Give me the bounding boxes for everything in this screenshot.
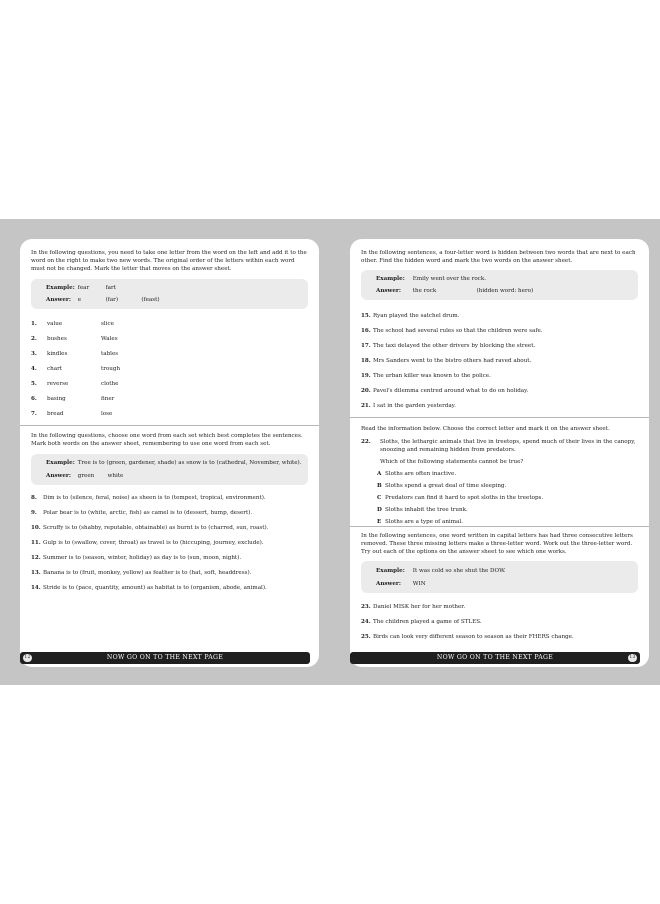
example-sentence: Tree is to (green, gardener, shade) as snow is to (cathedral, November, white). <box>77 460 302 466</box>
left-word: chart <box>47 366 62 372</box>
question-22-text: Sloths, the lethargic animals that live in treetops, spend much of their lives in the canopy, snoozing and remaining hidden from predators. <box>380 439 636 453</box>
footer-bar-left <box>20 652 310 664</box>
section-divider <box>350 417 649 418</box>
question-number: 7. <box>31 411 37 417</box>
question-number: 5. <box>31 381 37 387</box>
answer-word: WIN <box>412 581 426 587</box>
right-example-box-1 <box>361 270 638 300</box>
option-text: Sloths are a type of animal. <box>385 519 463 525</box>
answer-row <box>376 581 426 587</box>
question-number: 24. <box>361 619 371 625</box>
example-label: Example: <box>376 568 405 574</box>
example-row <box>46 460 302 466</box>
question-text: The children played a game of STLES. <box>373 619 482 625</box>
question-number: 3. <box>31 351 37 357</box>
option-c[interactable] <box>377 494 543 502</box>
question-text: Mrs Sanders went to the bistro others had raved about. <box>373 358 532 364</box>
right-word: trough <box>101 366 121 372</box>
left-instructions-2: In the following questions, choose one word from each set which best completes the sentences. Mark both words on the answer sheet, remembering to use one word from each set. <box>31 433 303 447</box>
footer-text: NOW GO ON TO THE NEXT PAGE <box>106 654 224 661</box>
question-number: 25. <box>361 634 371 640</box>
option-letter: B <box>377 483 382 489</box>
question-number: 10. <box>31 525 41 531</box>
question-text: The urban killer was known to the police. <box>373 373 491 379</box>
question-number: 19. <box>361 373 371 379</box>
left-word: reverse <box>47 381 69 387</box>
option-text: Predators can find it hard to spot sloths in the treetops. <box>385 495 544 501</box>
answer-label: Answer: <box>46 297 71 303</box>
question-number: 8. <box>31 495 37 501</box>
option-a[interactable] <box>377 470 456 478</box>
question-text: Pavel's dilemma centred around what to do on holiday. <box>373 388 529 394</box>
answer-word-1: green <box>77 473 95 479</box>
section-divider <box>20 425 319 426</box>
question-text: Scruffy is to (shabby, reputable, obtainable) as burnt is to (charred, sun, roast). <box>43 525 269 531</box>
question-text: Summer is to (season, winter, holiday) as day is to (sun, moon, night). <box>43 555 242 561</box>
question-number: 23. <box>361 604 371 610</box>
page-number: 12 <box>24 655 31 660</box>
right-example-box-3 <box>361 561 638 593</box>
example-label: Example: <box>46 285 75 291</box>
right-page <box>350 239 649 667</box>
answer-row <box>46 297 160 303</box>
right-word: clothe <box>101 381 119 387</box>
option-letter: E <box>377 519 382 525</box>
question-text: The taxi delayed the other drivers by blocking the street. <box>373 343 536 349</box>
right-instructions-3: In the following sentences, one word written in capital letters has had three consecutive letters removed. These three missing letters make a three-letter word. Work out the three-letter word. Try out each of the options on the answer sheet to see which one works. <box>361 533 633 555</box>
question-text: Banana is to (fruit, monkey, yellow) as feather is to (hat, soft, headdress). <box>43 570 252 576</box>
example-word-1: fear <box>77 285 90 291</box>
left-word: basing <box>47 396 66 402</box>
option-text: Sloths are often inactive. <box>385 471 457 477</box>
left-example-box-1 <box>31 279 308 309</box>
left-instructions-1: In the following questions, you need to take one letter from the word on the left and add it to the word on the right to make two new words. The original order of the letters within each word must not be changed. Mark the letter that moves on the answer sheet. <box>31 250 307 272</box>
option-e[interactable] <box>377 518 463 526</box>
question-number: 12. <box>31 555 41 561</box>
option-letter: A <box>377 471 382 477</box>
right-word: slice <box>101 321 114 327</box>
right-word: tables <box>101 351 119 357</box>
example-row <box>46 285 116 291</box>
option-letter: C <box>377 495 382 501</box>
answer-label: Answer: <box>376 581 401 587</box>
question-text: I sat in the garden yesterday. <box>373 403 456 409</box>
page-number: 13 <box>629 655 636 660</box>
question-number: 2. <box>31 336 37 342</box>
example-sentence: Emily went over the rock. <box>412 276 486 282</box>
question-number: 18. <box>361 358 371 364</box>
question-text: Daniel MISK her for her mother. <box>373 604 466 610</box>
answer-word-2: white <box>107 473 124 479</box>
right-instructions-1: In the following sentences, a four-letter word is hidden between two words that are next to each other. Find the hidden word and mark the two words on the answer sheet. <box>361 250 636 264</box>
right-instructions-2: Read the information below. Choose the correct letter and mark it on the answer sheet. <box>361 426 610 432</box>
question-text: Dim is to (silence, feral, noise) as sheen is to (tempest, tropical, environment). <box>43 495 266 501</box>
right-word: Wales <box>101 336 118 342</box>
answer-label: Answer: <box>376 288 401 294</box>
option-letter: D <box>377 507 382 513</box>
left-word: bread <box>47 411 64 417</box>
footer-bar-right <box>350 652 640 664</box>
hidden-word: (hidden word: hero) <box>476 288 534 294</box>
question-number: 16. <box>361 328 371 334</box>
answer-label: Answer: <box>46 473 71 479</box>
right-word: finer <box>101 396 115 402</box>
question-text: The school had several rules so that the children were safe. <box>373 328 543 334</box>
answer-row <box>46 473 123 479</box>
left-word: bushes <box>47 336 67 342</box>
answer-word-2: (feast) <box>141 297 160 303</box>
example-sentence: It was cold so she shut the DOW. <box>412 568 506 574</box>
left-word: value <box>47 321 63 327</box>
question-text: Gulp is to (swallow, cover, throat) as travel is to (hiccuping, journey, exclude). <box>43 540 264 546</box>
answer-words: the rock <box>412 288 437 294</box>
option-d[interactable] <box>377 506 468 514</box>
right-word: lose <box>101 411 113 417</box>
question-number: 20. <box>361 388 371 394</box>
question-number: 15. <box>361 313 371 319</box>
question-number: 4. <box>31 366 37 372</box>
question-number: 11. <box>31 540 41 546</box>
question-number: 17. <box>361 343 371 349</box>
question-22-prompt: Which of the following statements cannot be true? <box>380 459 524 465</box>
option-b[interactable] <box>377 482 506 490</box>
question-text: Birds can look very different season to season as their FHERS change. <box>373 634 574 640</box>
answer-letter: e <box>77 297 82 303</box>
question-number: 22. <box>361 439 371 445</box>
question-number: 13. <box>31 570 41 576</box>
question-text: Polar bear is to (white, arctic, fish) as camel is to (dessert, hump, desert). <box>43 510 253 516</box>
example-row <box>376 568 506 574</box>
left-page <box>20 239 319 667</box>
question-number: 21. <box>361 403 371 409</box>
question-number: 14. <box>31 585 41 591</box>
option-text: Sloths inhabit the tree trunk. <box>385 507 468 513</box>
example-word-2: fart <box>105 285 116 291</box>
option-text: Sloths spend a great deal of time sleeping. <box>385 483 507 489</box>
question-number: 1. <box>31 321 37 327</box>
left-word: kindles <box>47 351 68 357</box>
answer-row <box>376 288 533 294</box>
question-text: Ryan played the satchel drum. <box>373 313 460 319</box>
section-divider <box>350 526 649 527</box>
question-number: 6. <box>31 396 37 402</box>
footer-text: NOW GO ON TO THE NEXT PAGE <box>436 654 554 661</box>
question-text: Stride is to (pace, quantity, amount) as habitat is to (organism, abode, animal). <box>43 585 267 591</box>
example-label: Example: <box>46 460 75 466</box>
example-row <box>376 276 486 282</box>
answer-word-1: (far) <box>105 297 119 303</box>
question-number: 9. <box>31 510 37 516</box>
example-label: Example: <box>376 276 405 282</box>
left-example-box-2 <box>31 454 308 485</box>
